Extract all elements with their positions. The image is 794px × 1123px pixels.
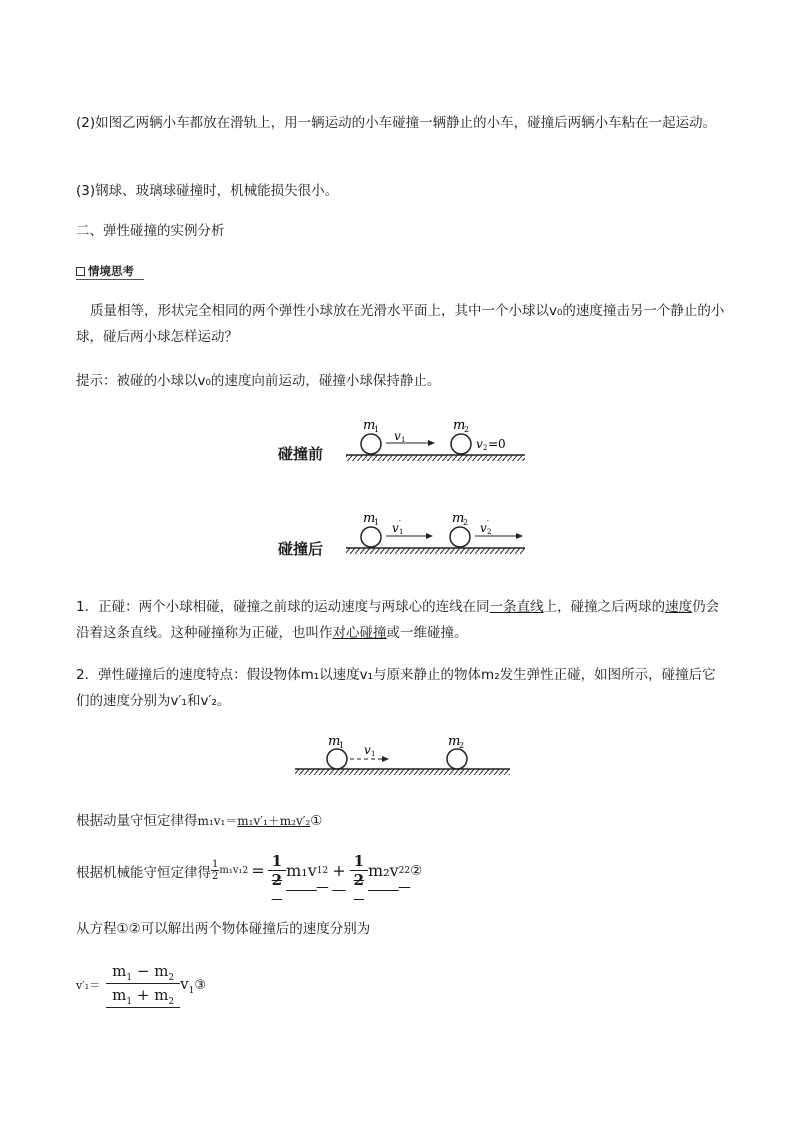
para3: (3)钢球、玻璃球碰撞时，机械能损失很小。	[76, 183, 339, 199]
scenario-tag: 情境思考	[76, 263, 144, 280]
v1-prime-eq: v′₁＝ $\frac{m_1 - m_2}{m_1 + m_2}$ $v_1$ ③	[76, 962, 207, 1007]
v1-prime-fraction: $\frac{m_1 - m_2}{m_1 + m_2}$	[106, 962, 180, 1008]
energy-line: 根据机械能守恒定律得 $\frac{1}{2}$ m₁v₁ 2 = $\frac{1}{2}$ m₁v 1 2 + $\frac{1}{2}$ m₂v 2 2 ②	[76, 852, 423, 889]
svg-text:m: m	[452, 511, 465, 526]
svg-text:1: 1	[374, 425, 380, 434]
svg-text:1: 1	[371, 750, 376, 758]
svg-text:v: v	[476, 437, 483, 451]
m2-label: m	[453, 418, 466, 433]
svg-text:v: v	[394, 429, 401, 443]
ball-m2-after	[450, 527, 470, 547]
svg-text:v: v	[480, 521, 487, 535]
after-label: 碰撞后	[278, 540, 324, 558]
svg-text:′: ′	[487, 519, 489, 528]
svg-text:v: v	[392, 521, 399, 535]
m1-label: m	[363, 418, 376, 433]
svg-text:m: m	[328, 734, 341, 749]
para2: (2)如图乙两辆小车都放在滑轨上，用一辆运动的小车碰撞一辆静止的小车，碰撞后两辆小车粘在一起运动。	[76, 115, 717, 131]
section-title: 二、弹性碰撞的实例分析	[76, 223, 225, 239]
svg-text:2: 2	[487, 528, 492, 536]
hint: 提示：被碰的小球以v₀的速度向前运动，碰撞小球保持静止。	[76, 373, 441, 389]
svg-text:1: 1	[399, 528, 404, 536]
svg-text:′: ′	[399, 519, 401, 528]
svg-text:2: 2	[459, 741, 465, 750]
point2: 2．弹性碰撞后的速度特点：假设物体m₁以速度v₁与原来静止的物体m₂发生弹性正碰，如图所示，碰撞后它们的速度分别为v′₁和v′₂。	[76, 667, 716, 709]
collision-diagram-2	[290, 732, 520, 782]
energy-rhs: $\frac{1}{2}$ m₁v 1 2 + $\frac{1}{2}$ m₂v 2 2	[268, 852, 410, 889]
svg-text:1: 1	[401, 436, 406, 444]
svg-text:2: 2	[464, 425, 470, 434]
ball-m1-after	[361, 527, 381, 547]
momentum-line: 根据动量守恒定律得m₁v₁＝m₁v′₁＋m₂v′₂①	[76, 813, 323, 829]
ball-m1-before	[361, 434, 381, 454]
svg-text:2: 2	[463, 518, 469, 527]
collision-diagram-1	[330, 410, 540, 560]
solve-text: 从方程①②可以解出两个物体碰撞后的速度分别为	[76, 921, 371, 937]
tag-box-icon	[76, 267, 85, 276]
before-label: 碰撞前	[278, 445, 324, 463]
svg-text:m: m	[448, 734, 461, 749]
svg-text:m: m	[363, 511, 376, 526]
energy-lhs: $\frac{1}{2}$ m₁v₁ 2	[212, 859, 249, 882]
point1: 1．正碰：两个小球相碰，碰撞之前球的运动速度与两球心的连线在同一条直线上，碰撞之后两球的速度仍会沿着这条直线。这种碰撞称为正碰，也叫作对心碰撞或一维碰撞。	[76, 599, 720, 641]
svg-text:v: v	[364, 743, 371, 757]
svg-text:=0: =0	[488, 437, 506, 451]
svg-text:2: 2	[483, 444, 488, 452]
svg-text:1: 1	[374, 518, 380, 527]
ball-m2-before	[451, 434, 471, 454]
svg-text:1: 1	[339, 741, 345, 750]
question: 质量相等，形状完全相同的两个弹性小球放在光滑水平面上，其中一个小球以v₀的速度撞击另一个静止的小球，碰后两小球怎样运动？	[76, 303, 725, 345]
